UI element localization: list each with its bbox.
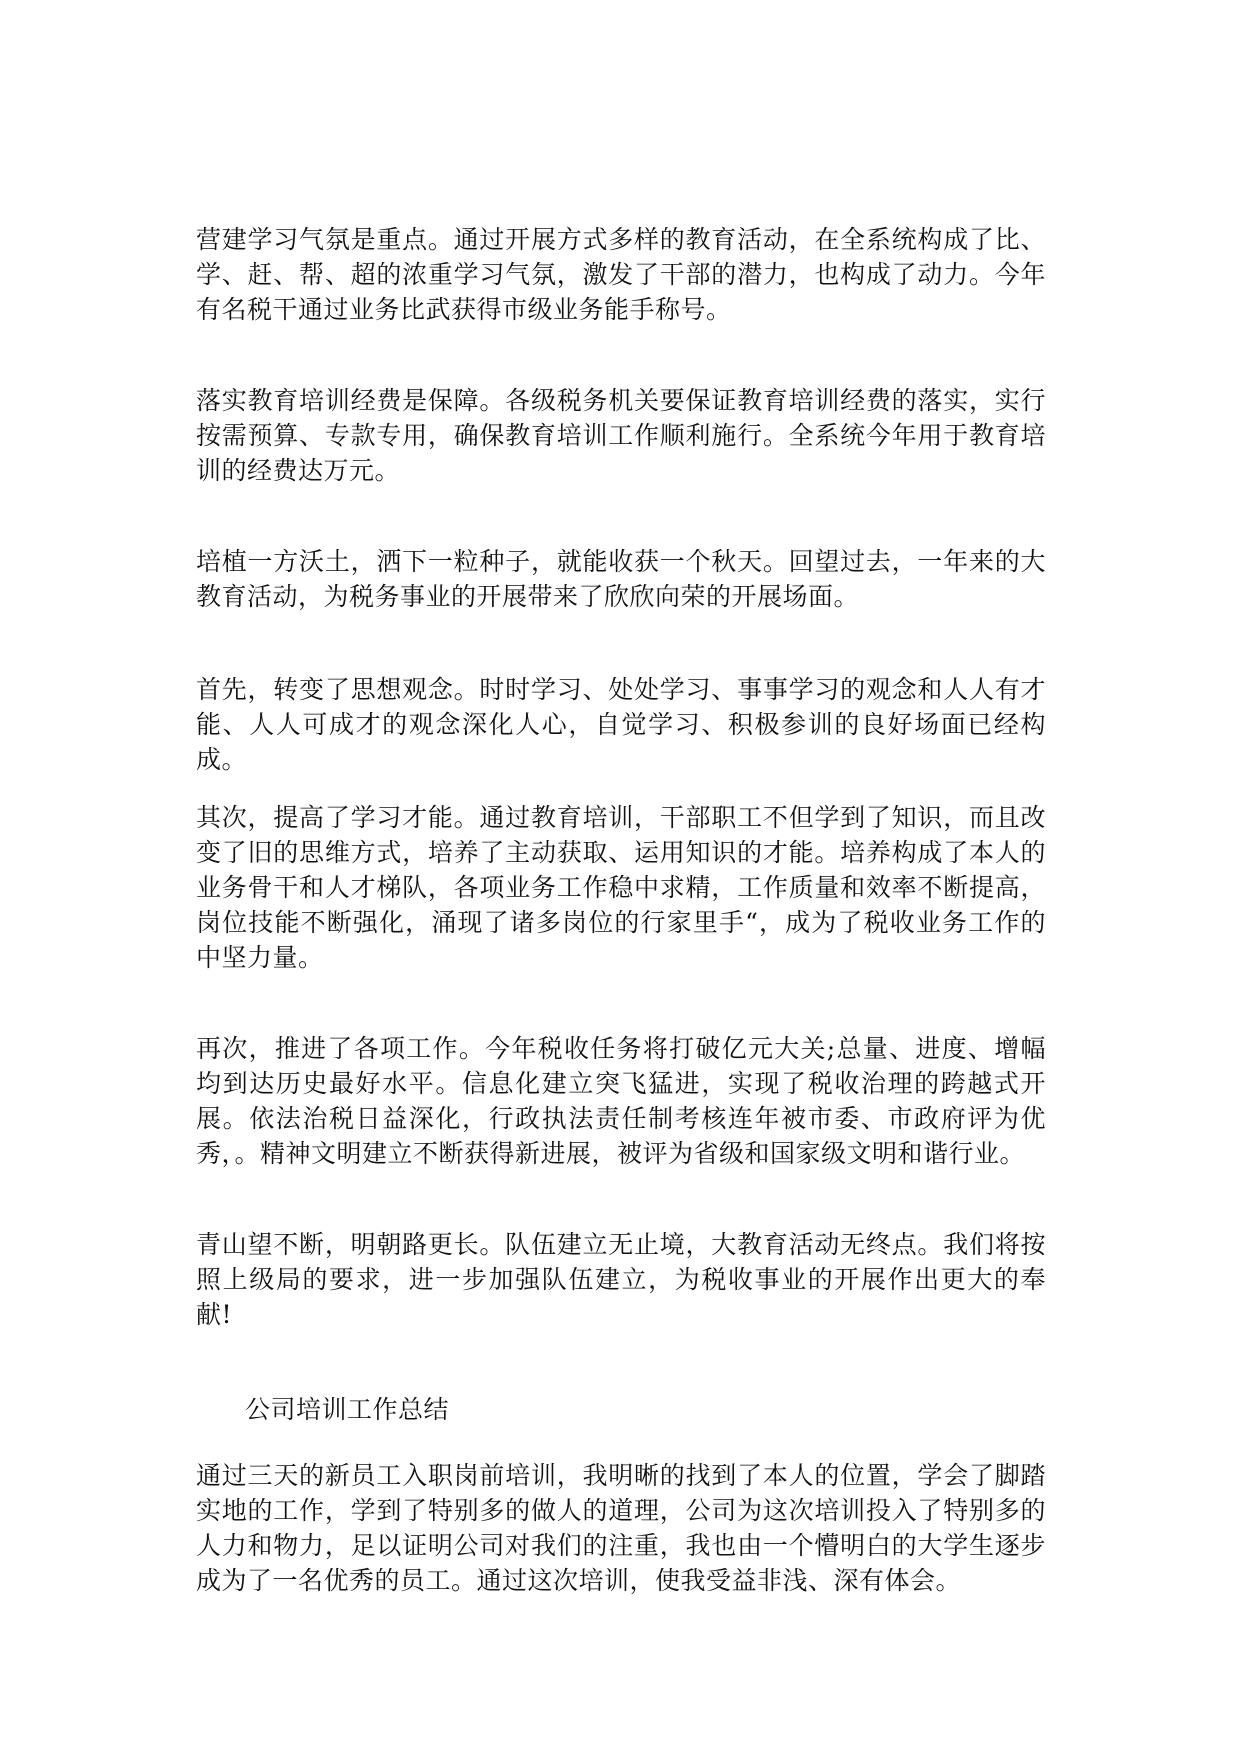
paragraph-first: 首先，转变了思想观念。时时学习、处处学习、事事学习的观念和人人有才能、人人可成才的观念深化人心，自觉学习、积极参训的良好场面已经构成。 (196, 675, 1046, 774)
paragraph-third: 再次，推进了各项工作。今年税收任务将打破亿元大关;总量、进度、增幅均到达历史最好水平。信息化建立突飞猛进，实现了税收治理的跨越式开展。依法治税日益深化，行政执法责任制考核连年被市委、市政府评为优秀，。精神文明建立不断获得新进展，被评为省级和国家级文明和谐行业。 (196, 1034, 1046, 1168)
paragraph-study-atmosphere: 营建学习气氛是重点。通过开展方式多样的教育活动，在全系统构成了比、学、赶、帮、超的浓重学习气氛，激发了干部的潜力，也构成了动力。今年有名税干通过业务比武获得市级业务能手称号。 (196, 225, 1046, 324)
paragraph-training-funds: 落实教育培训经费是保障。各级税务机关要保证教育培训经费的落实，实行按需预算、专款专用，确保教育培训工作顺利施行。全系统今年用于教育培训的经费达万元。 (196, 386, 1046, 485)
section-heading: 公司培训工作总结 (245, 1395, 450, 1424)
paragraph-second: 其次，提高了学习才能。通过教育培训，干部职工不但学到了知识，而且改变了旧的思维方式，培养了主动获取、运用知识的才能。培养构成了本人的业务骨干和人才梯队，各项业务工作稳中求精，工作质量和效率不断提高，岗位技能不断强化，涌现了诸多岗位的行家里手“，成为了税收业务工作的中坚力量。 (196, 803, 1046, 972)
paragraph-review: 培植一方沃土，洒下一粒种子，就能收获一个秋天。回望过去，一年来的大教育活动，为税务事业的开展带来了欣欣向荣的开展场面。 (196, 547, 1046, 611)
paragraph-training-summary: 通过三天的新员工入职岗前培训，我明晰的找到了本人的位置，学会了脚踏实地的工作，学到了特别多的做人的道理，公司为这次培训投入了特别多的人力和物力，足以证明公司对我们的注重，我也由一个懵明白的大学生逐步成为了一名优秀的员工。通过这次培训，使我受益非浅、深有体会。 (196, 1461, 1046, 1595)
paragraph-outlook: 青山望不断，明朝路更长。队伍建立无止境，大教育活动无终点。我们将按照上级局的要求，进一步加强队伍建立，为税收事业的开展作出更大的奉献! (196, 1230, 1046, 1329)
